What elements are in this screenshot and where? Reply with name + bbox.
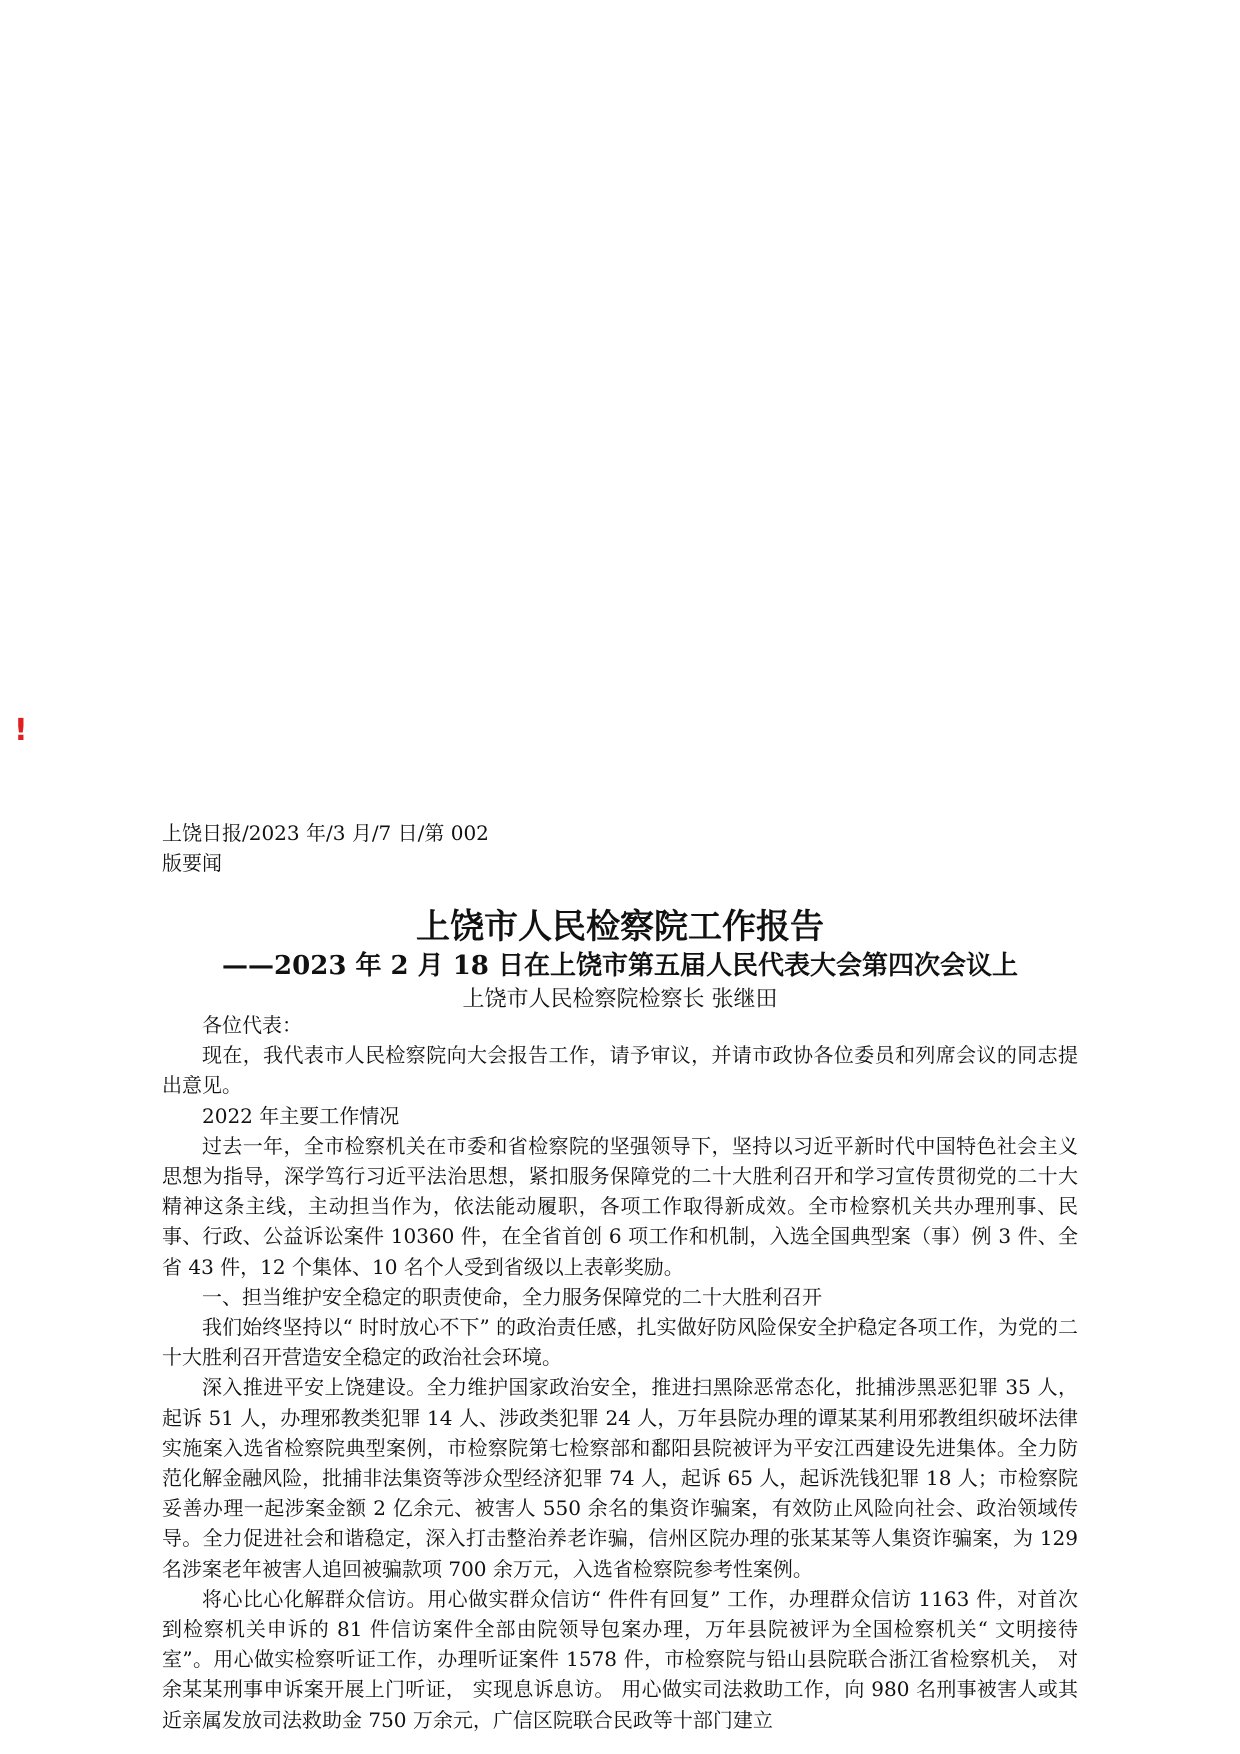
report-body — [162, 1010, 1078, 1735]
report-subtitle: ——2023 年 2 月 18 日在上饶市第五届人民代表大会第四次会议上 — [222, 951, 1018, 981]
paragraph-responsibility: 我们始终坚持以“ 时时放心不下” 的政治责任感，扎实做好防风险保安全护稳定各项工作，为党的二十大胜利召开营造安全稳定的政治社会环境。 — [162, 1315, 1078, 1370]
paragraph-overview: 过去一年，全市检察机关在市委和省检察院的坚强领导下，坚持以习近平新时代中国特色社会主义思想为指导，深学笃行习近平法治思想，紧扣服务保障党的二十大胜利召开和学习宣传贯彻党的二十大精神这条主线，主动担当作为，依法能动履职，各项工作取得新成效。全市检察机关共办理刑事、民事、行政、公益诉讼案件 10360 件，在全省首创 6 项工作和机制，入选全国典型案（事）例 3 件、全省 43 件，12 个集体、10 名个人受到省级以上表彰奖励。 — [162, 1133, 1078, 1279]
section-heading-one: 一、担当维护安全稳定的职责使命，全力服务保障党的二十大胜利召开 — [202, 1284, 822, 1309]
paragraph-salutation: 各位代表： — [202, 1013, 302, 1037]
paragraph-petitions: 将心比心化解群众信访。用心做实群众信访“ 件件有回复” 工作，办理群众信访 1163 件，对首次到检察机关申诉的 81 件信访案件全部由院领导包案办理，万年县院被评为全国检察机关“ 文明接待室”。用心做实检察听证工作，办理听证案件 1578 件，市检察院与铅山县院联合浙江省检察机关， 对余某某刑事申诉案开展上门听证， 实现息诉息访。 用心做实司法救助工作，向 980 名刑事被害人或其近亲属发放司法救助金 750 万余元，广信区院联合民政等十部门建立 — [162, 1586, 1078, 1732]
paragraph-safe-shangrao: 深入推进平安上饶建设。全力维护国家政治安全，推进扫黑除恶常态化，批捕涉黑恶犯罪 35 人，起诉 51 人，办理邪教类犯罪 14 人、涉政类犯罪 24 人，万年县院办理的谭某某利用邪教组织破坏法律实施案入选省检察院典型案例，市检察院第七检察部和鄱阳县院被评为平安江西建设先进集体。全力防范化解金融风险，批捕非法集资等涉众型经济犯罪 74 人，起诉 65 人，起诉洗钱犯罪 18 人；市检察院妥善办理一起涉案金额 2 亿余元、被害人 550 余名的集资诈骗案，有效防止风险向社会、政治领域传导。全力促进社会和谐稳定，深入打击整治养老诈骗，信州区院办理的张某某等人集资诈骗案，为 129 名涉案老年被害人追回被骗款项 700 余万元，入选省检察院参考性案例。 — [162, 1375, 1078, 1581]
paragraph-intro: 现在，我代表市人民检察院向大会报告工作，请予审议，并请市政协各位委员和列席会议的同志提出意见。 — [162, 1043, 1078, 1098]
report-title: 上饶市人民检察院工作报告 — [416, 907, 824, 947]
report-header — [162, 905, 1078, 1017]
source-line-1: 上饶日报/2023 年/3 月/7 日/第 002 — [162, 821, 489, 845]
red-exclamation-mark: ! — [14, 713, 28, 748]
source-line-2: 版要闻 — [162, 851, 222, 875]
newspaper-source — [162, 818, 489, 878]
report-author: 上饶市人民检察院检察长 张继田 — [462, 987, 778, 1012]
section-heading-2022: 2022 年主要工作情况 — [202, 1103, 400, 1128]
